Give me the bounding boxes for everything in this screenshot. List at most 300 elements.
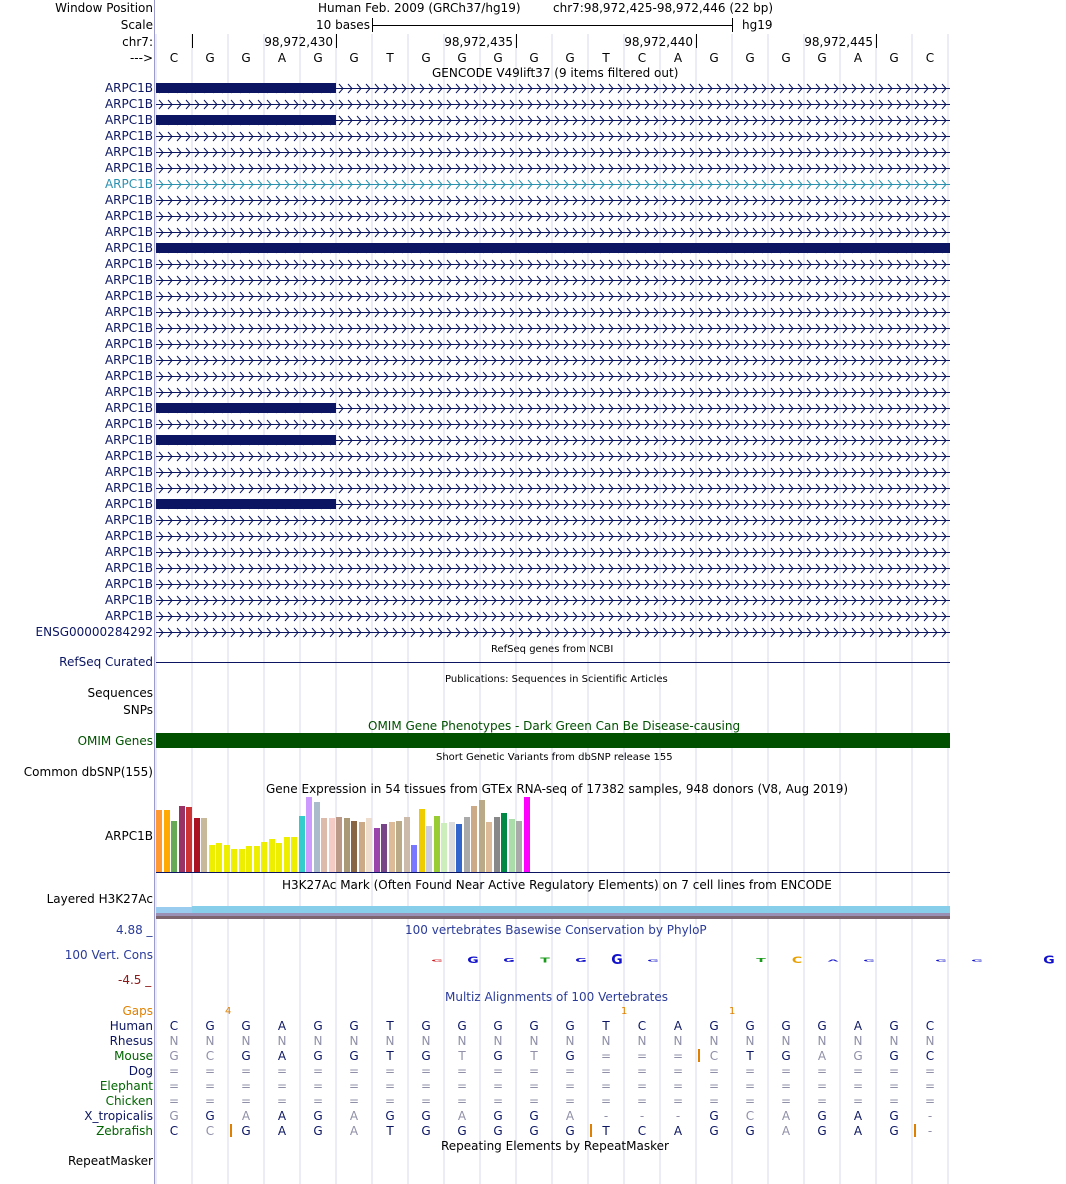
gtex-tissue-bar[interactable] [456,824,462,872]
transcript-label[interactable]: ENSG00000284292 [35,625,153,639]
gencode-transcript-row[interactable] [0,576,950,592]
alignment-base: G [709,1124,719,1138]
alignment-base: N [781,1034,791,1048]
phylop-logo-letter[interactable]: G [935,958,947,962]
alignment-base: A [853,1109,863,1123]
alignment-base: = [852,1079,864,1093]
transcript-label[interactable]: ARPC1B [104,129,153,143]
strand-arrows [156,419,950,430]
gencode-transcript-row[interactable] [0,112,950,128]
gtex-tissue-bar[interactable] [516,821,522,872]
transcript-label[interactable]: ARPC1B [104,145,153,159]
alignment-base: - [639,1109,645,1123]
coordinate-label: 98,972,440 [624,35,693,49]
gencode-transcript-row[interactable] [0,608,950,624]
gtex-bar-chart[interactable] [156,797,950,872]
phylop-logo-letter[interactable]: G [431,958,443,962]
alignment-base: G [493,1049,503,1063]
transcript-label[interactable]: ARPC1B [104,513,153,527]
gtex-tissue-bar[interactable] [501,813,507,872]
transcript-label[interactable]: ARPC1B [104,321,153,335]
gtex-tissue-bar[interactable] [314,802,320,872]
strand-arrows [156,371,950,382]
h3k27ac-signal[interactable] [156,906,950,920]
alignment-base: C [745,1109,755,1123]
transcript-exon-block[interactable] [156,403,336,413]
scale-bar-right-tick [732,18,733,32]
gencode-transcript-row[interactable] [0,320,950,336]
transcript-exon-block[interactable] [156,243,950,253]
species-label[interactable]: Elephant [99,1079,153,1093]
strand-arrows [156,627,950,638]
phylop-logo-letter[interactable]: A [827,958,839,962]
h3k27ac-track-label[interactable]: Layered H3K27Ac [46,892,153,906]
alignment-base: = [636,1049,648,1063]
transcript-label[interactable]: ARPC1B [104,449,153,463]
species-label[interactable]: Human [109,1019,153,1033]
transcript-label[interactable]: ARPC1B [104,97,153,111]
alignment-base: G [241,1019,251,1033]
alignment-base: N [277,1034,287,1048]
transcript-label[interactable]: ARPC1B [104,433,153,447]
gencode-transcript-row[interactable] [0,256,950,272]
insertion-marker [914,1124,916,1137]
alignment-base: = [348,1094,360,1108]
species-label[interactable]: Chicken [105,1094,153,1108]
alignment-base: = [312,1094,324,1108]
alignment-base: = [456,1079,468,1093]
gtex-tissue-bar[interactable] [471,806,477,872]
alignment-base: G [745,1124,755,1138]
transcript-label[interactable]: ARPC1B [104,593,153,607]
strand-arrows [156,531,950,542]
gtex-tissue-bar[interactable] [306,797,312,872]
gencode-transcript-row[interactable] [0,464,950,480]
gtex-tissue-bar[interactable] [329,818,335,872]
coordinate-tick [696,34,697,48]
alignment-base: N [925,1034,935,1048]
gtex-tissue-bar[interactable] [194,818,200,872]
gencode-transcript-row[interactable] [0,416,950,432]
gtex-tissue-bar[interactable] [246,846,252,872]
transcript-label[interactable]: ARPC1B [104,497,153,511]
alignment-base: T [602,1019,610,1033]
phylop-logo-letter[interactable]: G [1043,953,1055,967]
alignment-base: G [169,1049,179,1063]
gtex-tissue-bar[interactable] [404,817,410,872]
sequence-base: G [349,51,359,65]
gtex-tissue-bar[interactable] [209,845,215,872]
gtex-tissue-bar[interactable] [441,823,447,872]
alignment-base: = [852,1064,864,1078]
alignment-base: = [636,1079,648,1093]
alignment-base: A [277,1124,287,1138]
alignment-base: - [927,1124,933,1138]
alignment-base: G [529,1109,539,1123]
gencode-transcript-row[interactable] [0,288,950,304]
gtex-tissue-bar[interactable] [389,822,395,872]
gtex-tissue-bar[interactable] [254,846,260,872]
sequence-base: G [457,51,467,65]
sequence-base: G [313,51,323,65]
transcript-label[interactable]: ARPC1B [104,257,153,271]
strand-arrows [156,387,950,398]
repeatmasker-track-title[interactable]: Repeating Elements by RepeatMasker [441,1139,669,1153]
gtex-tissue-bar[interactable] [411,845,417,872]
gencode-transcript-row[interactable] [0,432,950,448]
phylop-logo-letter[interactable]: G [503,957,515,963]
gencode-transcript-row[interactable] [0,544,950,560]
alignment-base: G [313,1049,323,1063]
alignment-base: N [385,1034,395,1048]
position-info: chr7:98,972,425-98,972,446 (22 bp) [553,1,774,15]
multiz-track-title[interactable]: Multiz Alignments of 100 Vertebrates [445,990,669,1004]
phylop-logo-letter[interactable]: G [863,958,875,962]
gtex-tissue-bar[interactable] [156,810,162,872]
gtex-tissue-bar[interactable] [284,837,290,872]
gtex-tissue-bar[interactable] [396,821,402,872]
window-position-label: Window Position [55,1,153,15]
gtex-track-label[interactable]: ARPC1B [104,829,153,843]
alignment-base: = [276,1094,288,1108]
species-label[interactable]: Mouse [114,1049,153,1063]
transcript-label[interactable]: ARPC1B [104,177,153,191]
gencode-transcript-row[interactable] [0,528,950,544]
alignment-base: N [349,1034,359,1048]
gtex-tissue-bar[interactable] [276,843,282,872]
gencode-transcript-row[interactable] [0,272,950,288]
coordinate-tick [876,34,877,48]
transcript-label[interactable]: ARPC1B [104,289,153,303]
gencode-transcript-row[interactable] [0,384,950,400]
alignment-base: = [636,1094,648,1108]
alignment-base: = [888,1064,900,1078]
phylop-track-title[interactable]: 100 vertebrates Basewise Conservation by PhyloP [405,923,707,937]
phylop-logo-letter[interactable]: G [611,952,623,968]
gencode-transcript-row[interactable] [0,192,950,208]
gtex-tissue-bar[interactable] [449,822,455,872]
strand-arrows [156,579,950,590]
alignment-base: = [240,1094,252,1108]
gtex-tissue-bar[interactable] [524,797,530,872]
gtex-tissue-bar[interactable] [479,800,485,872]
gencode-transcript-row[interactable] [0,80,950,96]
gtex-tissue-bar[interactable] [239,849,245,872]
species-label[interactable]: Zebrafish [96,1124,153,1138]
transcript-exon-block[interactable] [156,435,336,445]
alignment-base: A [277,1109,287,1123]
strand-arrows [156,211,950,222]
publications-track-title[interactable]: Publications: Sequences in Scientific Articles [445,674,668,685]
alignment-base: N [421,1034,431,1048]
strand-arrows [156,547,950,558]
alignment-base: - [603,1109,609,1123]
strand-arrows [156,595,950,606]
omim-track-label[interactable]: OMIM Genes [77,734,153,748]
species-label[interactable]: Dog [128,1064,153,1078]
dbsnp-track-title[interactable]: Short Genetic Variants from dbSNP release 155 [436,752,673,763]
gencode-transcript-row[interactable] [0,512,950,528]
alignment-base: = [564,1064,576,1078]
alignment-base: = [384,1079,396,1093]
strand-arrows [156,147,950,158]
transcript-label[interactable]: ARPC1B [104,209,153,223]
transcript-label[interactable]: ARPC1B [104,337,153,351]
gtex-tissue-bar[interactable] [261,842,267,872]
transcript-label[interactable]: ARPC1B [104,385,153,399]
transcript-label[interactable]: ARPC1B [104,577,153,591]
alignment-base: = [708,1094,720,1108]
transcript-label[interactable]: ARPC1B [104,305,153,319]
phylop-logo-letter[interactable]: G [575,957,587,963]
gencode-transcript-row[interactable] [0,560,950,576]
alignment-base: G [457,1019,467,1033]
alignment-base: A [457,1109,467,1123]
alignment-base: = [600,1079,612,1093]
gencode-transcript-row[interactable] [0,352,950,368]
alignment-base: N [565,1034,575,1048]
gtex-tissue-bar[interactable] [186,807,192,872]
omim-gene-bar[interactable] [156,733,950,748]
alignment-base: = [492,1064,504,1078]
sequence-base: A [853,51,863,65]
strand-arrows [156,611,950,622]
gtex-tissue-bar[interactable] [201,818,207,872]
alignment-base: N [241,1034,251,1048]
coordinate-label: 98,972,435 [444,35,513,49]
gtex-tissue-bar[interactable] [224,845,230,872]
phylop-logo-letter[interactable]: T [756,957,766,963]
alignment-base: = [204,1094,216,1108]
phylop-logo-letter[interactable]: T [540,956,550,964]
refseq-gene-line[interactable] [156,662,950,663]
gencode-transcript-row[interactable] [0,224,950,240]
alignment-base: T [386,1124,394,1138]
gtex-tissue-bar[interactable] [216,843,222,872]
sequence-base: G [745,51,755,65]
alignment-base: = [744,1079,756,1093]
sequence-base: G [817,51,827,65]
coordinate-tick [336,34,337,48]
gencode-transcript-row[interactable] [0,448,950,464]
transcript-exon-block[interactable] [156,115,336,125]
coordinate-tick [192,34,193,48]
alignment-base: G [889,1049,899,1063]
phylop-logo[interactable] [156,948,1055,972]
transcript-label[interactable]: ARPC1B [104,193,153,207]
alignment-base: G [205,1109,215,1123]
strand-arrows [156,515,950,526]
gencode-transcript-row[interactable] [0,160,950,176]
transcript-label[interactable]: ARPC1B [104,545,153,559]
publications-track-label[interactable]: Sequences [87,686,153,700]
insertion-marker [230,1124,232,1137]
gtex-tissue-bar[interactable] [359,822,365,872]
gtex-tissue-bar[interactable] [509,819,515,872]
alignment-base: = [744,1094,756,1108]
scale-text: 10 bases [316,18,370,32]
gtex-tissue-bar[interactable] [464,817,470,872]
alignment-base: G [817,1109,827,1123]
alignment-base: A [817,1049,827,1063]
alignment-base: C [637,1019,647,1033]
alignment-base: = [168,1079,180,1093]
gencode-transcript-row[interactable] [0,624,950,640]
gap-count: 1 [729,1006,736,1017]
gtex-tissue-bar[interactable] [494,817,500,872]
transcript-label[interactable]: ARPC1B [104,529,153,543]
gencode-transcript-row[interactable] [0,336,950,352]
transcript-exon-block[interactable] [156,83,336,93]
alignment-base: G [241,1124,251,1138]
strand-arrows [156,163,950,174]
alignment-base: G [349,1049,359,1063]
gtex-tissue-bar[interactable] [164,810,170,872]
gencode-transcript-row[interactable] [0,240,950,256]
alignment-base: - [927,1109,933,1123]
transcript-label[interactable]: ARPC1B [104,465,153,479]
species-label[interactable]: Rhesus [109,1034,153,1048]
gtex-tissue-bar[interactable] [366,818,372,872]
alignment-base: C [169,1019,179,1033]
alignment-base: = [780,1064,792,1078]
gencode-transcript-row[interactable] [0,128,950,144]
strand-arrows [156,483,950,494]
alignment-base: N [817,1034,827,1048]
gencode-transcript-row[interactable] [0,96,950,112]
gap-count: 1 [621,1006,628,1017]
gtex-tissue-bar[interactable] [419,809,425,872]
sequence-base: G [709,51,719,65]
alignment-base: G [565,1049,575,1063]
alignment-base: G [745,1019,755,1033]
gtex-tissue-bar[interactable] [299,816,305,872]
alignment-base: A [349,1109,359,1123]
transcript-exon-block[interactable] [156,499,336,509]
transcript-label[interactable]: ARPC1B [104,161,153,175]
gtex-tissue-bar[interactable] [291,837,297,872]
coordinate-label: 98,972,445 [804,35,873,49]
gencode-transcript-row[interactable] [0,480,950,496]
transcript-label[interactable]: ARPC1B [104,561,153,575]
strand-arrows [156,259,950,270]
strand-arrows [156,339,950,350]
alignment-base: G [421,1124,431,1138]
alignment-base: G [313,1019,323,1033]
alignment-base: = [672,1079,684,1093]
h3k27ac-track-title[interactable]: H3K27Ac Mark (Often Found Near Active Regulatory Elements) on 7 cell lines from ENCODE [282,878,832,892]
transcript-label[interactable]: ARPC1B [104,417,153,431]
transcript-label[interactable]: ARPC1B [104,353,153,367]
gtex-tissue-bar[interactable] [231,849,237,872]
alignment-base: G [853,1049,863,1063]
sequence-base: C [169,51,179,65]
phylop-logo-letter[interactable]: C [791,954,803,966]
alignment-base: G [493,1109,503,1123]
sequence-base: A [277,51,287,65]
gencode-transcript-row[interactable] [0,176,950,192]
gtex-tissue-bar[interactable] [434,816,440,872]
gtex-tissue-bar[interactable] [171,821,177,872]
gencode-transcript-row[interactable] [0,592,950,608]
omim-track-title[interactable]: OMIM Gene Phenotypes - Dark Green Can Be Disease-causing [368,719,741,733]
alignment-base: C [709,1049,719,1063]
gtex-tissue-bar[interactable] [426,826,432,872]
gencode-transcript-row[interactable] [0,496,950,512]
alignment-base: = [672,1094,684,1108]
gtex-tissue-bar[interactable] [351,821,357,872]
gtex-track-title[interactable]: Gene Expression in 54 tissues from GTEx RNA-seq of 17382 samples, 948 donors (V8, Aug 2019) [266,782,849,796]
alignment-base: N [637,1034,647,1048]
alignment-base: G [781,1019,791,1033]
sequence-base: C [925,51,935,65]
gtex-tissue-bar[interactable] [374,828,380,872]
transcript-label[interactable]: ARPC1B [104,225,153,239]
repeatmasker-track-label[interactable]: RepeatMasker [67,1154,153,1168]
transcript-label[interactable]: ARPC1B [104,401,153,415]
dbsnp-track-label[interactable]: Common dbSNP(155) [23,765,153,779]
phylop-max-value: 4.88 _ [116,923,153,937]
alignment-base: = [672,1064,684,1078]
gencode-transcript-row[interactable] [0,368,950,384]
alignment-base: = [780,1079,792,1093]
alignment-base: = [636,1064,648,1078]
refseq-track-title[interactable]: RefSeq genes from NCBI [491,644,614,655]
gtex-tissue-bar[interactable] [321,818,327,872]
alignment-base: N [673,1034,683,1048]
gtex-tissue-bar[interactable] [269,839,275,872]
transcript-label[interactable]: ARPC1B [104,81,153,95]
alignment-base: G [313,1109,323,1123]
strand-arrows [156,131,950,142]
scale-db: hg19 [742,18,773,32]
transcript-label[interactable]: ARPC1B [104,273,153,287]
transcript-label[interactable]: ARPC1B [104,369,153,383]
gtex-tissue-bar[interactable] [344,818,350,872]
snps-label[interactable]: SNPs [123,703,153,717]
gencode-transcript-row[interactable] [0,208,950,224]
gencode-transcript-row[interactable] [0,144,950,160]
gtex-tissue-bar[interactable] [336,817,342,872]
gtex-tissue-bar[interactable] [486,822,492,872]
strand-label: ---> [129,51,153,65]
gencode-track-title[interactable]: GENCODE V49lift37 (9 items filtered out) [432,66,679,80]
sequence-base: G [889,51,899,65]
transcript-label[interactable]: ARPC1B [104,113,153,127]
phylop-logo-letter[interactable]: G [971,958,983,962]
sequence-base: G [529,51,539,65]
gencode-transcript-row[interactable] [0,400,950,416]
alignment-base: T [458,1049,466,1063]
refseq-track-label[interactable]: RefSeq Curated [59,655,153,669]
transcript-label[interactable]: ARPC1B [104,241,153,255]
alignment-base: G [349,1019,359,1033]
transcript-label[interactable]: ARPC1B [104,609,153,623]
alignment-base: C [925,1019,935,1033]
species-label[interactable]: X_tropicalis [84,1109,153,1123]
alignment-base: = [564,1079,576,1093]
strand-arrows [156,227,950,238]
gtex-tissue-bar[interactable] [381,824,387,872]
phylop-track-label[interactable]: 100 Vert. Cons [64,948,153,962]
gencode-transcript-row[interactable] [0,304,950,320]
transcript-label[interactable]: ARPC1B [104,481,153,495]
strand-arrows [156,355,950,366]
phylop-logo-letter[interactable]: G [647,958,659,962]
phylop-logo-letter[interactable]: G [467,954,479,966]
alignment-base: = [420,1079,432,1093]
gtex-tissue-bar[interactable] [179,806,185,872]
